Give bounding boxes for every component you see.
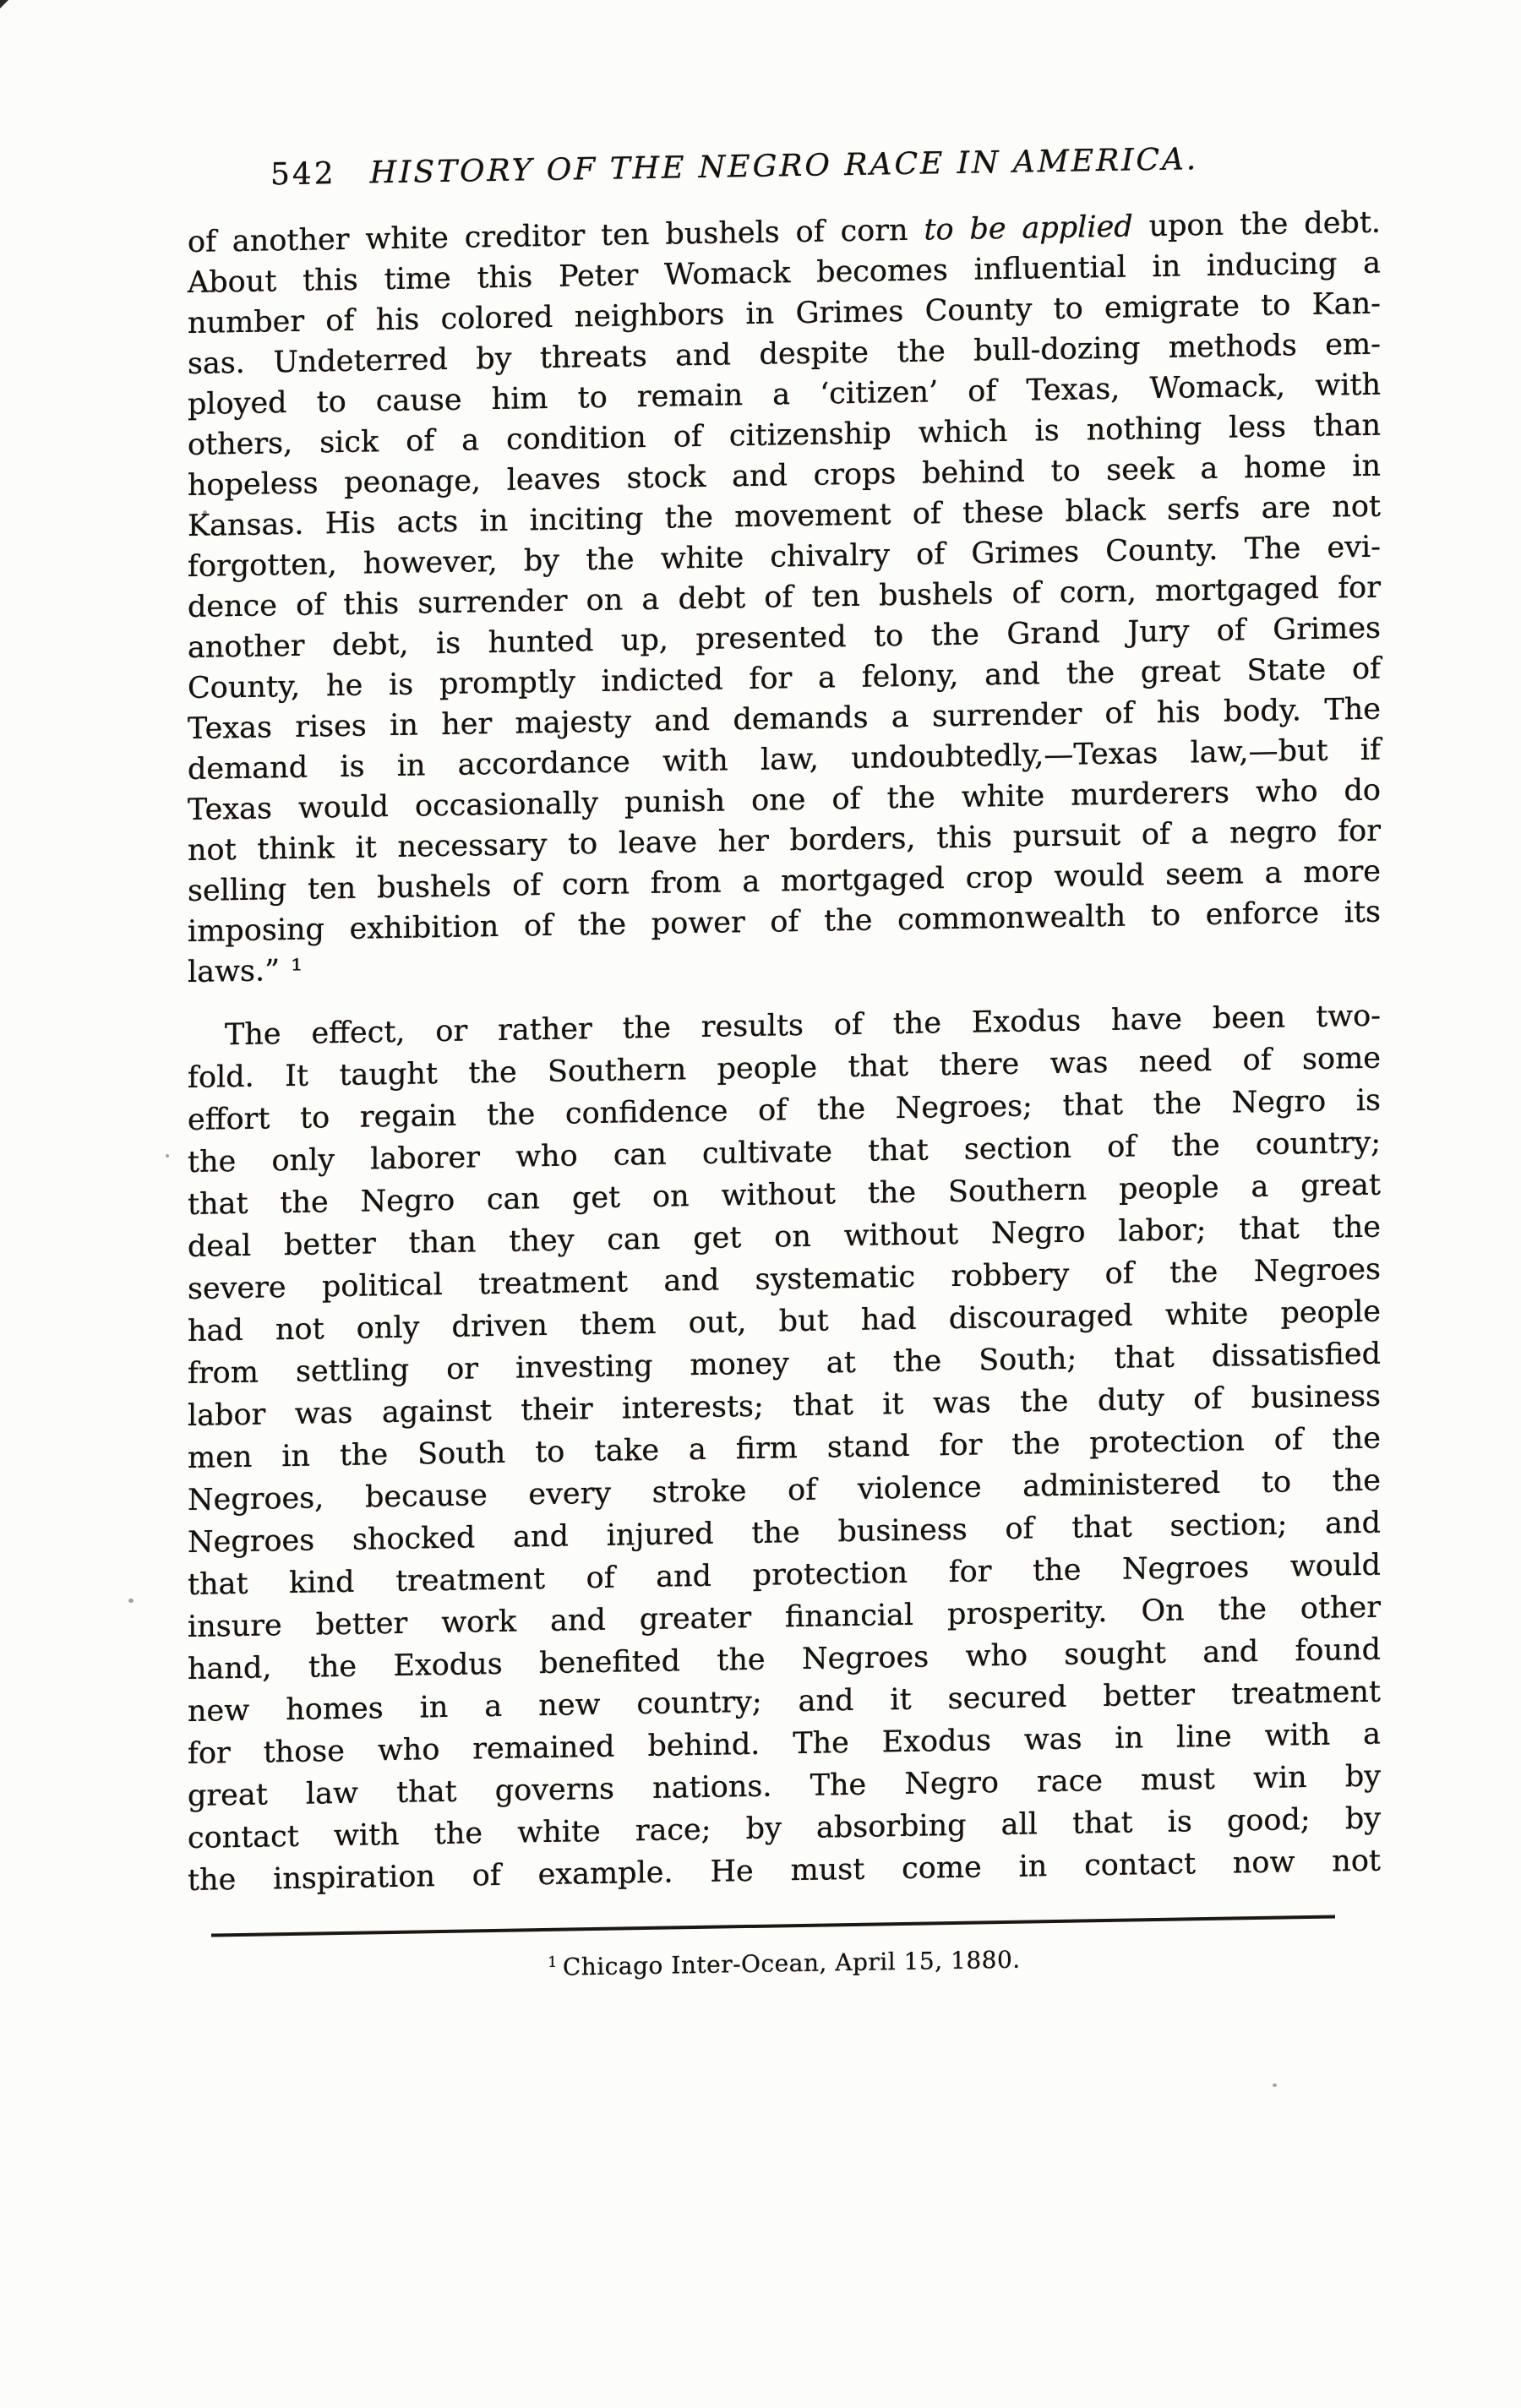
footnote-divider bbox=[211, 1915, 1335, 1937]
text-line: men in the South to take a firm stand for the protection of the bbox=[188, 1421, 1381, 1475]
page-number: 542 bbox=[270, 156, 336, 193]
text-line: Negroes, because every stroke of violence administered to the bbox=[188, 1463, 1381, 1517]
paragraph bbox=[188, 203, 1381, 993]
text-line: Texas rises in her majesty and demands a surrender of his body. The bbox=[188, 692, 1381, 746]
text-line: Kansas. His acts in inciting the movement of these black serfs are not bbox=[188, 489, 1381, 543]
text-line: selling ten bushels of corn from a mortgaged crop would seem a more bbox=[188, 854, 1381, 908]
page-content bbox=[188, 139, 1381, 1987]
footnote-text: Chicago Inter-Ocean, April 15, 1880. bbox=[562, 1945, 1021, 1981]
text-line: Negroes shocked and injured the business of that section; and bbox=[188, 1506, 1381, 1560]
text-line: contact with the white race; by absorbing all that is good; by bbox=[188, 1801, 1381, 1855]
text-line: Texas would occasionally punish one of the white murderers who do bbox=[188, 773, 1381, 827]
text-line: effort to regain the confidence of the Negroes; that the Negro is bbox=[188, 1083, 1381, 1137]
running-title: HISTORY OF THE NEGRO RACE IN AMERICA. bbox=[369, 142, 1199, 191]
text-line: for those who remained behind. The Exodus was in line with a bbox=[188, 1717, 1381, 1771]
text-line: The effect, or rather the results of the Exodus have been two- bbox=[225, 999, 1381, 1053]
scan-speck bbox=[166, 1154, 169, 1158]
text-line: others, sick of a condition of citizenship which is nothing less than bbox=[188, 408, 1381, 462]
text-line: deal better than they can get on without Negro labor; that the bbox=[188, 1210, 1381, 1264]
text-line: forgotten, however, by the white chivalry of Grimes County. The evi- bbox=[188, 530, 1381, 584]
text-line: About this time this Peter Womack becomes influential in inducing a bbox=[188, 246, 1381, 300]
text-line: had not only driven them out, but had discouraged white people bbox=[188, 1294, 1381, 1348]
text-line: hand, the Exodus benefited the Negroes who sought and found bbox=[188, 1632, 1381, 1686]
text-line: laws.” ¹ bbox=[188, 953, 303, 989]
text-block bbox=[188, 203, 1381, 1902]
text-line: that the Negro can get on without the Southern people a great bbox=[188, 1168, 1381, 1222]
text-line: demand is in accordance with law, undoubtedly,—Texas law,—but if bbox=[188, 733, 1381, 787]
text-line: of another white creditor ten bushels of corn to be applied upon the debt. bbox=[188, 205, 1382, 259]
text-line: the only laborer who can cultivate that section of the country; bbox=[188, 1125, 1381, 1179]
paragraph bbox=[188, 995, 1381, 1902]
text-line: County, he is promptly indicted for a felony, and the great State of bbox=[188, 651, 1381, 706]
text-line: from settling or investing money at the South; that dissatisfied bbox=[188, 1337, 1381, 1391]
text-line: new homes in a new country; and it secured better treatment bbox=[188, 1675, 1381, 1729]
text-line: great law that governs nations. The Negro race must win by bbox=[188, 1759, 1381, 1813]
text-line: ployed to cause him to remain a ‘citizen’ of Texas, Womack, with bbox=[188, 368, 1381, 422]
running-header bbox=[188, 139, 1381, 193]
text-line: hopeless peonage, leaves stock and crops behind to seek a home in bbox=[188, 449, 1381, 503]
text-line: the inspiration of example. He must come in contact now not bbox=[188, 1844, 1381, 1898]
text-line: fold. It taught the Southern people that there was need of some bbox=[188, 1041, 1381, 1095]
text-line: insure better work and greater financial prosperity. On the other bbox=[188, 1590, 1381, 1644]
text-line: sas. Undeterred by threats and despite the bull-dozing methods em- bbox=[188, 327, 1381, 381]
footnote bbox=[188, 1940, 1381, 1987]
text-line: not think it necessary to leave her borders, this pursuit of a negro for bbox=[188, 814, 1381, 868]
text-line: labor was against their interests; that it was the duty of business bbox=[188, 1379, 1381, 1433]
scan-speck bbox=[128, 1599, 134, 1603]
text-line: that kind treatment of and protection for the Negroes would bbox=[188, 1548, 1381, 1602]
text-line: dence of this surrender on a debt of ten bushels of corn, mortgaged for bbox=[188, 570, 1381, 624]
text-line: imposing exhibition of the power of the commonwealth to enforce its bbox=[188, 895, 1381, 949]
scan-artifact-corner bbox=[0, 0, 8, 8]
text-line: another debt, is hunted up, presented to the Grand Jury of Grimes bbox=[188, 611, 1381, 665]
text-line: number of his colored neighbors in Grimes County to emigrate to Kan- bbox=[188, 286, 1381, 340]
scan-speck bbox=[1273, 2084, 1277, 2087]
footnote-marker: 1 bbox=[548, 1953, 558, 1971]
text-line: severe political treatment and systematic robbery of the Negroes bbox=[188, 1252, 1381, 1306]
